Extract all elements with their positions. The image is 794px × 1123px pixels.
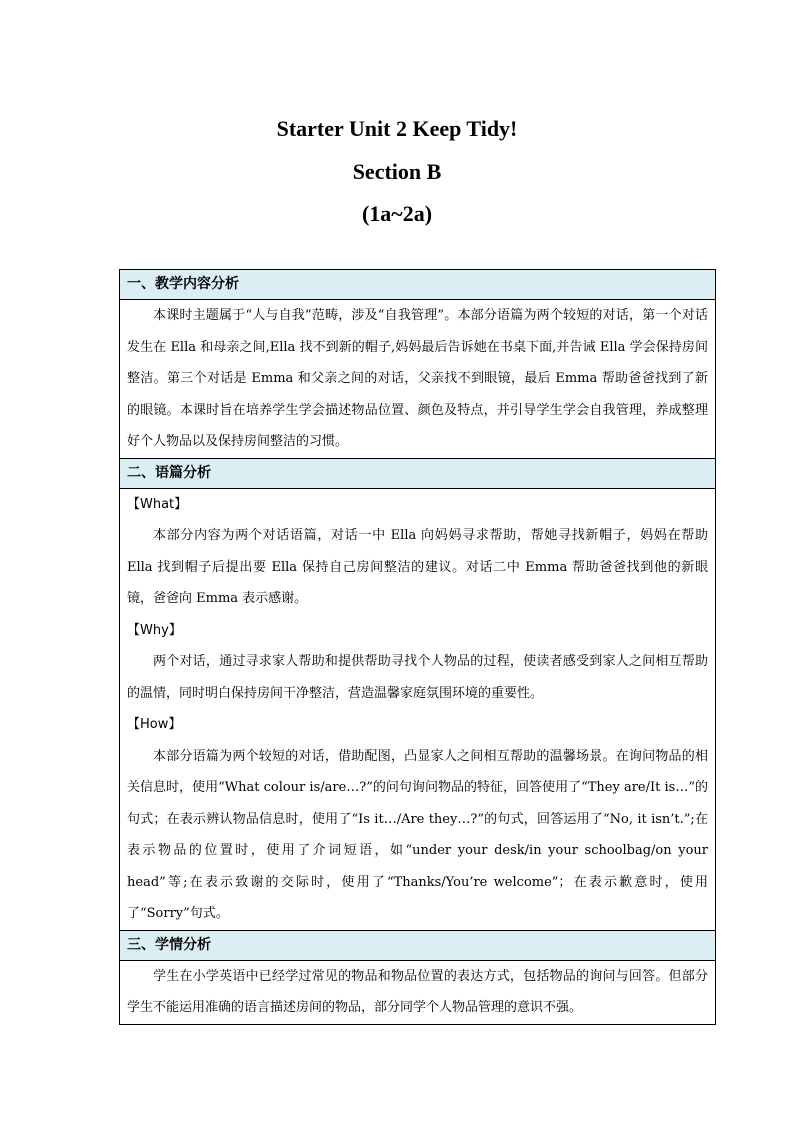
lesson-range: (1a~2a) — [361, 201, 433, 226]
why-label: 【Why】 — [127, 622, 182, 638]
learner-analysis-body — [120, 960, 716, 1024]
what-label: 【What】 — [127, 496, 188, 512]
unit-title: Starter Unit 2 Keep Tidy! — [276, 116, 518, 141]
content-analysis-paragraph: 本课时主题属于“人与自我”范畴，涉及“自我管理”。本部分语篇为两个较短的对话，第一个对话发生在 Ella 和母亲之间,Ella 找不到新的帽子,妈妈最后告诉她在书桌下面,并告诫 Ella 学会保持房间整洁。第三个对话是 Emma 和父亲之间的对话，父亲找不到眼镜，最后 Emma 帮助爸爸找到了新的眼镜。本课时旨在培养学生学会描述物品位置、颜色及特点，并引导学生学会自我管理，养成整理好个人物品以及保持房间整洁的习惯。 — [127, 308, 708, 449]
learner-analysis-paragraph: 学生在小学英语中已经学过常见的物品和物品位置的表达方式，包括物品的询问与回答。但部分学生不能运用准确的语言描述房间的物品，部分同学个人物品管理的意识不强。 — [127, 968, 708, 1015]
what-paragraph: 本部分内容为两个对话语篇，对话一中 Ella 向妈妈寻求帮助，帮她寻找新帽子，妈妈在帮助 Ella 找到帽子后提出要 Ella 保持自己房间整洁的建议。对话二中 Emma 帮助爸爸找到他的新眼镜，爸爸向 Emma 表示感谢。 — [127, 528, 708, 606]
document-title-block — [0, 118, 794, 225]
section-heading-content-analysis: 一、教学内容分析 — [120, 270, 716, 300]
section-heading-text-analysis: 二、语篇分析 — [120, 458, 716, 488]
section-heading-learner-analysis: 三、学情分析 — [120, 930, 716, 960]
how-paragraph: 本部分语篇为两个较短的对话，借助配图，凸显家人之间相互帮助的温馨场景。在询问物品的相关信息时，使用“What colour is/are…?”的问句询问物品的特征，回答使用了“They are/It is…”的句式；在表示辨认物品信息时，使用了“Is it…/Are they…?”的句式，回答运用了“No, it isn’t.”;在表示物品的位置时，使用了介词短语，如“under your desk/in your schoolbag/on your head”等;在表示致谢的交际时，使用了“Thanks/You’re welcome”；在表示歉意时，使用了“Sorry”句式。 — [127, 748, 708, 921]
text-analysis-body — [120, 488, 716, 930]
why-paragraph: 两个对话，通过寻求家人帮助和提供帮助寻找个人物品的过程，使读者感受到家人之间相互帮助的温情，同时明白保持房间干净整洁，营造温馨家庭氛围环境的重要性。 — [127, 654, 708, 701]
how-label: 【How】 — [127, 717, 182, 732]
lesson-plan-table — [119, 269, 716, 1025]
content-analysis-body — [120, 300, 716, 459]
section-title: Section B — [352, 159, 442, 184]
